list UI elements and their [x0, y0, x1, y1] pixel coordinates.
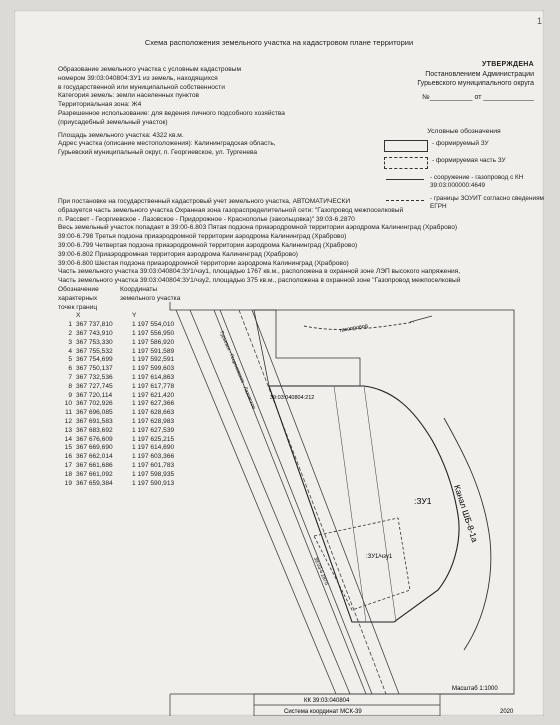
- table-cell: 4: [68, 347, 72, 355]
- text-line: п. Рассвет - Георгиевское - Лазовское - Придорожное - Краснополье (закольцовка)" 39:03-6.2870: [58, 215, 355, 223]
- table-cell: 1 197 627,539: [132, 426, 175, 434]
- table-cell: 1 197 598,935: [132, 470, 175, 478]
- scheme-sheet: [14, 10, 544, 716]
- zone-label: 39:03-6.2870: [312, 556, 330, 586]
- text-line: 39:00-6.798 Третья подзона приаэродромной территории аэродрома Калининград (Храброво): [58, 233, 347, 241]
- table-cell: 1: [68, 321, 72, 329]
- legend-heading: Условные обозначения: [427, 128, 501, 135]
- table-cell: 12: [64, 417, 72, 425]
- description-line: в государственной или муниципальной собственности: [58, 83, 225, 91]
- table-cell: 18: [64, 470, 72, 478]
- text-line: 39:00-6.802 Приаэродромная территория аэродрома Калининград (Храброво): [58, 250, 298, 258]
- table-cell: 1 197 591,589: [132, 347, 175, 355]
- table-cell: 367 743,910: [76, 329, 113, 337]
- table-cell: 8: [68, 382, 72, 390]
- text-line: 39:00-6.799 Четвертая подзона приаэродромной территории аэродрома Калининград (Храброво): [58, 241, 358, 249]
- table-cell: 1 197 628,663: [132, 409, 175, 417]
- table-cell: 367 702,926: [76, 400, 113, 408]
- formed-part-chzu1: [314, 518, 410, 610]
- table-cell: 367 754,699: [76, 356, 113, 364]
- page-mark: 2020: [500, 709, 514, 715]
- table-cell: 1 197 556,950: [132, 329, 175, 337]
- table-cell: 367 696,085: [76, 409, 113, 417]
- table-cell: 367 661,686: [76, 461, 113, 469]
- coords-header-right: Координаты земельного участка: [120, 286, 181, 302]
- table-cell: 367 737,810: [76, 321, 113, 329]
- table-cell: 1 197 621,420: [132, 391, 175, 399]
- table-cell: 1 197 586,920: [132, 338, 175, 346]
- text-line: образуется часть земельного участка Охранная зона газораспределительной сети: "Газопровод межпоселковый: [58, 206, 404, 214]
- road-corridor: [176, 310, 399, 694]
- table-cell: 367 683,692: [76, 426, 113, 434]
- table-cell: 3: [68, 338, 72, 346]
- road-label: Гурьевск - Георгиевское - Лазовское: [218, 330, 257, 411]
- scale-label: Масштаб 1:1000: [452, 686, 498, 692]
- table-cell: 9: [68, 391, 72, 399]
- text-line: При постановке на государственный кадастровый учет земельного участка, АВТОМАТИЧЕСКИ: [58, 198, 351, 205]
- table-cell: 367 676,609: [76, 435, 113, 443]
- approval-number: №___________ от _____________: [422, 93, 534, 101]
- description-line: Адрес участка (описание местоположения): Калининградская область,: [58, 140, 276, 148]
- part-chzu1-label: :ЗУ1/чзу1: [366, 554, 393, 560]
- table-cell: 367 669,690: [76, 444, 113, 452]
- text-line: Весь земельный участок попадает в 39:00-6.803 Пятая подзона приаэродромной территории аэродрома Калининград (Храброво): [58, 224, 458, 232]
- canal-line: [444, 418, 491, 650]
- approval-heading: УТВЕРЖДЕНА: [481, 61, 534, 68]
- table-cell: 367 720,114: [76, 391, 113, 399]
- approval-line-2: Гурьевского муниципального округа: [417, 80, 534, 87]
- table-cell: 17: [64, 461, 72, 469]
- description-line: Гурьевский муниципальный округ, п. Георгиевское, ул. Тургенева: [58, 149, 258, 157]
- neighbor-parcel: [254, 310, 360, 386]
- table-cell: 1 197 603,366: [132, 453, 175, 461]
- table-cell: 367 750,137: [76, 365, 113, 373]
- table-cell: 1 197 614,690: [132, 444, 175, 452]
- coords-xy-header: X Y: [76, 312, 137, 320]
- approval-line-1: Постановлением Администрации: [425, 70, 534, 78]
- table-cell: 367 753,330: [76, 338, 113, 346]
- table-cell: 10: [64, 400, 72, 408]
- table-cell: 1 197 617,778: [132, 382, 175, 390]
- legend-label: - формируемый ЗУ: [432, 140, 489, 147]
- description-line: Площадь земельного участка: 4322 кв.м.: [58, 131, 184, 139]
- parcel-zu1-label: :ЗУ1: [414, 496, 432, 506]
- table-cell: 16: [64, 453, 72, 461]
- table-cell: 7: [68, 373, 72, 381]
- text-line: Часть земельного участка 39:03:040804:ЗУ1/чзу1, площадью 1767 кв.м., расположена в охранной зоне ЛЭП высокого напряжения,: [58, 268, 461, 276]
- table-cell: 1 197 592,591: [132, 356, 175, 364]
- table-cell: 367 727,745: [76, 382, 113, 390]
- table-cell: 367 661,092: [76, 470, 113, 478]
- table-cell: 19: [64, 479, 72, 487]
- table-cell: 11: [65, 409, 72, 417]
- corner-mark: 1: [537, 16, 543, 26]
- text-line: Часть земельного участка 39:03:040804:ЗУ1/чзу2, площадью 375 кв.м., расположена в охранной зоне "Газопровод межпоселковый: [58, 277, 461, 285]
- description-line: Разрешенное использование: для ведения личного подсобного хозяйства: [58, 109, 285, 117]
- table-cell: 13: [64, 426, 72, 434]
- stamp-kk: КК 39:03:040804: [304, 698, 350, 704]
- table-cell: 1 197 627,366: [132, 400, 175, 408]
- legend-label: - сооружение - газопровод с КН 39:03:000000:4649: [430, 174, 524, 189]
- table-cell: 367 659,384: [76, 479, 113, 487]
- table-cell: 1 197 554,010: [132, 321, 175, 329]
- table-cell: 6: [68, 365, 72, 373]
- pipeline-label: газопровод: [339, 323, 369, 334]
- table-cell: 367 662,014: [76, 453, 113, 461]
- description-line: Образование земельного участка с условным кадастровым: [58, 66, 242, 73]
- stamp-system: Система координат МСК-39: [284, 709, 362, 715]
- legend-label: - формируемая часть ЗУ: [432, 157, 506, 164]
- inner-line: [364, 386, 396, 622]
- coords-header-left: Обозначение характерных точек границ: [58, 286, 99, 311]
- inner-line: [334, 386, 366, 622]
- table-cell: 2: [68, 329, 72, 337]
- table-cell: 1 197 590,913: [132, 479, 175, 487]
- document-title: Схема расположения земельного участка на кадастровом плане территории: [144, 38, 414, 47]
- table-cell: 367 732,536: [76, 373, 113, 381]
- description-line: Категория земель: земли населенных пунктов: [58, 92, 200, 100]
- legend-label: - границы ЗОУИТ согласно сведениям ЕГРН: [430, 195, 544, 210]
- description-line: Территориальная зона: Ж4: [58, 101, 142, 109]
- canal-label: Канал ШБ-8-1а: [452, 483, 481, 544]
- table-cell: 15: [64, 444, 72, 452]
- neighbor-parcel-label: 39:03:040804:212: [270, 395, 315, 401]
- table-cell: 1 197 601,783: [132, 461, 175, 469]
- cadastral-map: [14, 10, 544, 716]
- table-cell: 1 197 628,983: [132, 417, 175, 425]
- table-cell: 367 691,583: [76, 417, 113, 425]
- table-cell: 1 197 614,863: [132, 373, 175, 381]
- text-line: 39:00-6.800 Шестая подзона приаэродромной территории аэродрома Калининград (Храброво): [58, 259, 349, 267]
- table-cell: 367 755,532: [76, 347, 113, 355]
- table-cell: 14: [64, 435, 72, 443]
- description-line: (приусадебный земельный участок): [58, 118, 168, 126]
- table-cell: 1 197 625,215: [132, 435, 175, 443]
- description-line: номером 39:03:040804:ЗУ1 из земель, находящихся: [58, 74, 218, 82]
- table-cell: 5: [68, 356, 72, 364]
- table-cell: 1 197 599,603: [132, 365, 175, 373]
